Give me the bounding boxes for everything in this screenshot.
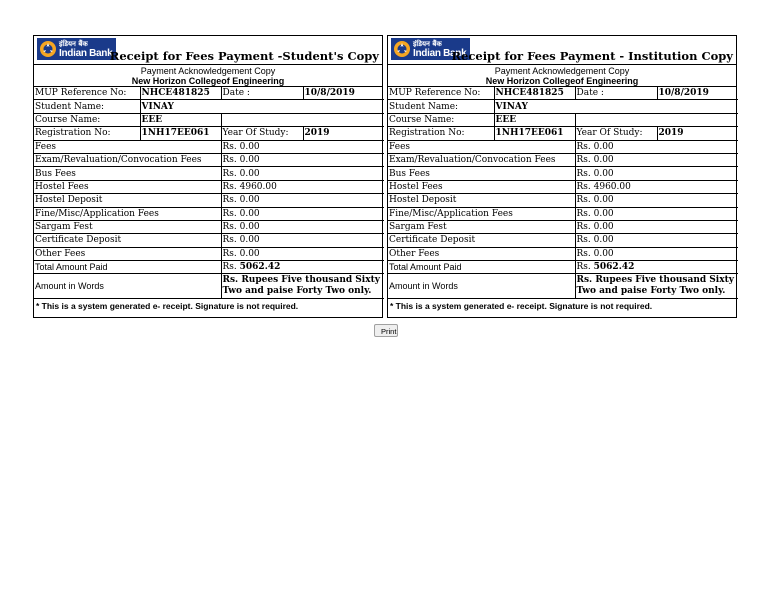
fee-amount: Rs. 0.00 bbox=[221, 194, 384, 207]
course-value: EEE bbox=[140, 113, 221, 126]
table-row bbox=[34, 87, 384, 100]
fee-row bbox=[34, 247, 384, 260]
fee-amount: Rs. 0.00 bbox=[575, 220, 738, 233]
fee-row bbox=[34, 167, 384, 180]
course-blank bbox=[575, 113, 738, 126]
table-row bbox=[388, 100, 738, 113]
bank-emblem-icon bbox=[393, 40, 411, 58]
fee-row bbox=[388, 220, 738, 233]
fee-amount: Rs. 0.00 bbox=[575, 153, 738, 166]
fee-row bbox=[34, 220, 384, 233]
fee-label: Certificate Deposit bbox=[34, 234, 221, 247]
fee-label: Sargam Fest bbox=[388, 220, 575, 233]
fee-row bbox=[388, 194, 738, 207]
fee-amount: Rs. 4960.00 bbox=[575, 180, 738, 193]
total-row bbox=[388, 261, 738, 274]
fee-row bbox=[388, 153, 738, 166]
fee-label: Certificate Deposit bbox=[388, 234, 575, 247]
bank-name-hindi: इंडियन बैंक bbox=[59, 40, 88, 48]
words-label: Amount in Words bbox=[34, 274, 221, 299]
student-copy-receipt bbox=[33, 35, 383, 318]
student-label: Student Name: bbox=[34, 100, 140, 113]
table-row bbox=[34, 127, 384, 140]
fee-amount: Rs. 4960.00 bbox=[221, 180, 384, 193]
fee-row bbox=[34, 180, 384, 193]
table-row bbox=[34, 100, 384, 113]
fee-label: Hostel Deposit bbox=[388, 194, 575, 207]
total-label: Total Amount Paid bbox=[34, 261, 221, 274]
year-value: 2019 bbox=[303, 127, 384, 140]
total-prefix: Rs. bbox=[576, 262, 591, 273]
fee-row bbox=[388, 207, 738, 220]
bank-name-hindi: इंडियन बैंक bbox=[413, 40, 442, 48]
year-label: Year Of Study: bbox=[575, 127, 657, 140]
fee-amount: Rs. 0.00 bbox=[575, 234, 738, 247]
fee-row bbox=[388, 180, 738, 193]
fee-row bbox=[388, 167, 738, 180]
fee-row bbox=[34, 153, 384, 166]
fee-row bbox=[388, 247, 738, 260]
total-prefix: Rs. bbox=[222, 262, 237, 273]
date-label: Date : bbox=[221, 87, 303, 100]
student-value: VINAY bbox=[494, 100, 738, 113]
fee-rows bbox=[34, 140, 384, 261]
date-label: Date : bbox=[575, 87, 657, 100]
total-value: 5062.42 bbox=[239, 262, 281, 273]
course-label: Course Name: bbox=[34, 113, 140, 126]
fee-label: Fees bbox=[34, 140, 221, 153]
table-row bbox=[388, 127, 738, 140]
indian-bank-logo bbox=[37, 38, 116, 60]
mup-label: MUP Reference No: bbox=[34, 87, 140, 100]
fee-amount: Rs. 0.00 bbox=[221, 220, 384, 233]
table-row bbox=[388, 87, 738, 100]
receipt-header bbox=[388, 36, 736, 65]
registration-label: Registration No: bbox=[34, 127, 140, 140]
fee-label: Exam/Revaluation/Convocation Fees bbox=[388, 153, 575, 166]
total-label: Total Amount Paid bbox=[388, 261, 575, 274]
fee-row bbox=[34, 194, 384, 207]
acknowledgement-block bbox=[34, 65, 382, 87]
fee-amount: Rs. 0.00 bbox=[221, 247, 384, 260]
student-label: Student Name: bbox=[388, 100, 494, 113]
fee-amount: Rs. 0.00 bbox=[575, 140, 738, 153]
fee-label: Other Fees bbox=[388, 247, 575, 260]
acknowledgement-label: Payment Acknowledgement Copy bbox=[140, 66, 276, 76]
fee-label: Bus Fees bbox=[388, 167, 575, 180]
college-name: New Horizon Collegeof Engineering bbox=[485, 76, 639, 86]
bank-emblem-icon bbox=[39, 40, 57, 58]
fee-amount: Rs. 0.00 bbox=[575, 194, 738, 207]
course-label: Course Name: bbox=[388, 113, 494, 126]
fee-label: Other Fees bbox=[34, 247, 221, 260]
fee-label: Hostel Fees bbox=[34, 180, 221, 193]
fee-label: Bus Fees bbox=[34, 167, 221, 180]
fee-amount: Rs. 0.00 bbox=[221, 167, 384, 180]
institution-copy-receipt bbox=[387, 35, 737, 318]
total-value: 5062.42 bbox=[593, 262, 635, 273]
year-value: 2019 bbox=[657, 127, 738, 140]
fee-row bbox=[388, 140, 738, 153]
fee-amount: Rs. 0.00 bbox=[221, 207, 384, 220]
words-value: Rs. Rupees Five thousand Sixty Two and paise Forty Two only. bbox=[575, 274, 738, 299]
fee-details-table bbox=[34, 87, 384, 299]
acknowledgement-block bbox=[388, 65, 736, 87]
words-label: Amount in Words bbox=[388, 274, 575, 299]
fee-label: Exam/Revaluation/Convocation Fees bbox=[34, 153, 221, 166]
fee-amount: Rs. 0.00 bbox=[575, 247, 738, 260]
fee-label: Hostel Fees bbox=[388, 180, 575, 193]
fee-amount: Rs. 0.00 bbox=[221, 153, 384, 166]
registration-value: 1NH17EE061 bbox=[140, 127, 221, 140]
receipt-title: Receipt for Fees Payment - Institution Copy bbox=[451, 49, 733, 63]
student-value: VINAY bbox=[140, 100, 384, 113]
fee-label: Sargam Fest bbox=[34, 220, 221, 233]
total-amount bbox=[575, 261, 738, 274]
system-note: * This is a system generated e- receipt. Signature is not required. bbox=[36, 301, 299, 312]
mup-value: NHCE481825 bbox=[494, 87, 575, 100]
fee-label: Hostel Deposit bbox=[34, 194, 221, 207]
mup-label: MUP Reference No: bbox=[388, 87, 494, 100]
fee-label: Fine/Misc/Application Fees bbox=[34, 207, 221, 220]
words-value: Rs. Rupees Five thousand Sixty Two and paise Forty Two only. bbox=[221, 274, 384, 299]
table-row bbox=[388, 113, 738, 126]
date-value: 10/8/2019 bbox=[303, 87, 384, 100]
year-label: Year Of Study: bbox=[221, 127, 303, 140]
fee-amount: Rs. 0.00 bbox=[221, 234, 384, 247]
words-row bbox=[34, 274, 384, 299]
total-amount bbox=[221, 261, 384, 274]
fee-row bbox=[34, 207, 384, 220]
college-name: New Horizon Collegeof Engineering bbox=[131, 76, 285, 86]
total-row bbox=[34, 261, 384, 274]
words-row bbox=[388, 274, 738, 299]
registration-value: 1NH17EE061 bbox=[494, 127, 575, 140]
mup-value: NHCE481825 bbox=[140, 87, 221, 100]
fee-label: Fees bbox=[388, 140, 575, 153]
fee-rows bbox=[388, 140, 738, 261]
bank-name: Indian Bank bbox=[413, 48, 467, 59]
course-value: EEE bbox=[494, 113, 575, 126]
fee-row bbox=[34, 234, 384, 247]
print-button[interactable]: Print bbox=[374, 324, 398, 337]
registration-label: Registration No: bbox=[388, 127, 494, 140]
fee-row bbox=[388, 234, 738, 247]
fee-details-table bbox=[388, 87, 738, 299]
fee-row bbox=[34, 140, 384, 153]
receipt-title: Receipt for Fees Payment -Student's Copy bbox=[109, 49, 379, 63]
date-value: 10/8/2019 bbox=[657, 87, 738, 100]
acknowledgement-label: Payment Acknowledgement Copy bbox=[494, 66, 630, 76]
system-note: * This is a system generated e- receipt. Signature is not required. bbox=[390, 301, 653, 312]
course-blank bbox=[221, 113, 384, 126]
fee-label: Fine/Misc/Application Fees bbox=[388, 207, 575, 220]
bank-name: Indian Bank bbox=[59, 48, 113, 59]
receipt-header bbox=[34, 36, 382, 65]
fee-amount: Rs. 0.00 bbox=[575, 167, 738, 180]
fee-amount: Rs. 0.00 bbox=[575, 207, 738, 220]
table-row bbox=[34, 113, 384, 126]
fee-amount: Rs. 0.00 bbox=[221, 140, 384, 153]
